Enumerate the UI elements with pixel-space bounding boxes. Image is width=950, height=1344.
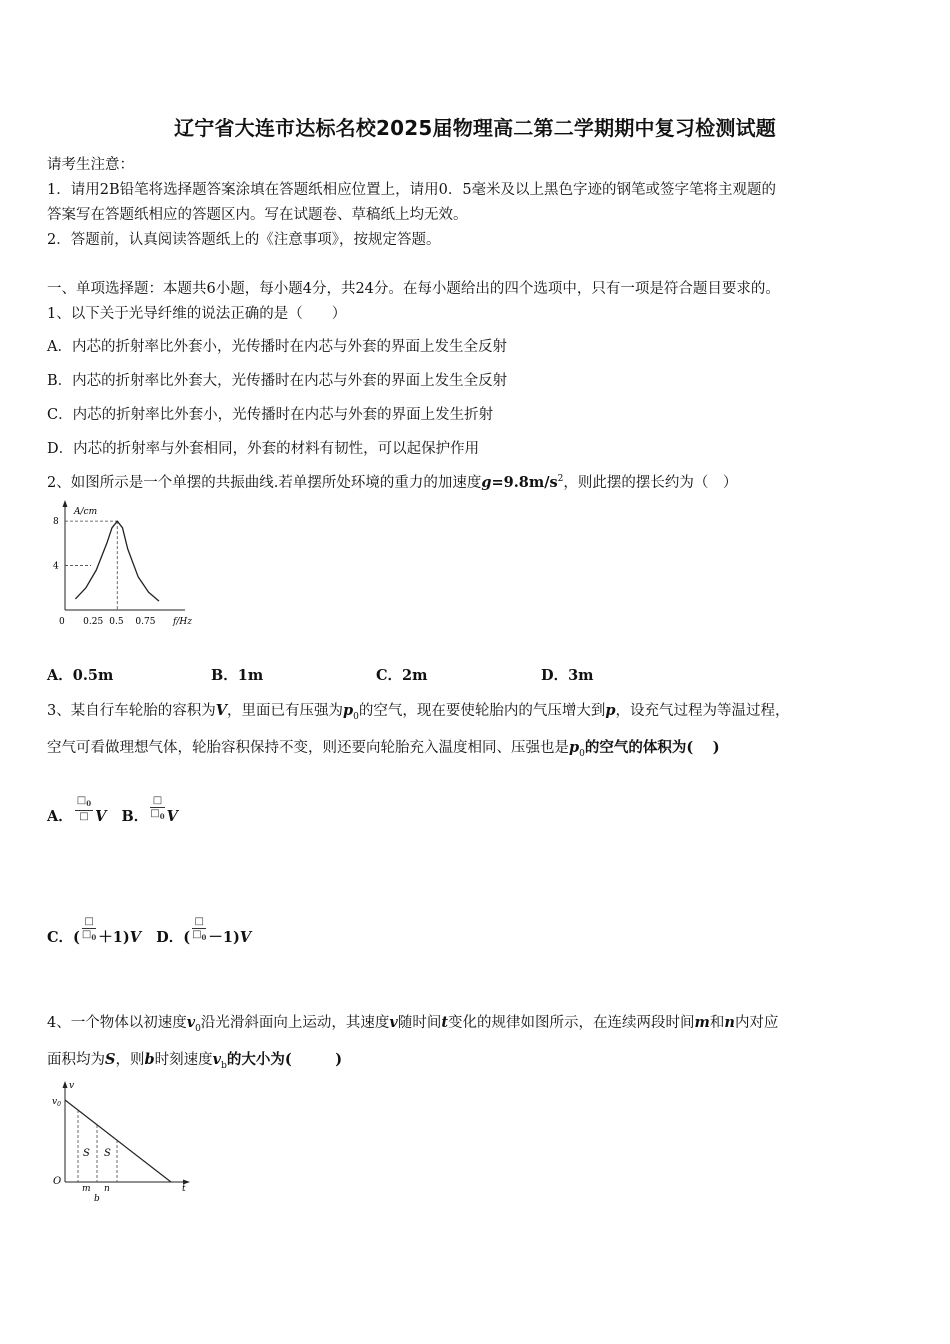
x-tick-label: 0.25 xyxy=(83,617,104,627)
n-label: n xyxy=(104,1184,110,1194)
fraction-p-over-p0-d: $\frac{□}{□_0}$ xyxy=(192,916,207,942)
q2-option-a: A．0.5m xyxy=(47,667,114,684)
fraction-p-over-p0-c: $\frac{□}{□_0}$ xyxy=(81,916,97,942)
q1-option-c: C．内芯的折射率比外套小，光传播时在内芯与外套的界面上发生折射 xyxy=(47,407,494,423)
notice-item-2: 2．答题前，认真阅读答题纸上的《注意事项》，按规定答题。 xyxy=(47,232,441,248)
t-axis-label: t xyxy=(182,1184,186,1194)
y-axis-arrow xyxy=(63,500,68,507)
velocity-time-figure xyxy=(45,1078,195,1206)
fraction-p0-over-p: $\frac{□_0}{□}$ xyxy=(76,795,92,822)
q2-option-c: C．2m xyxy=(376,667,428,684)
q3-option-a: A． $\frac{□_0}{□}$ V B． $\frac{□}{□_0}$ V xyxy=(47,795,178,825)
q3-option-c: C．( $\frac{□}{□_0}$ ＋1)V D．( $\frac{□}{□_0}$ －1)V xyxy=(47,916,252,946)
velocity-line xyxy=(65,1100,171,1182)
x-tick-label: 0.75 xyxy=(135,617,156,627)
notice-item-1b: 答案写在答题纸相应的答题区内。写在试题卷、草稿纸上均无效。 xyxy=(47,207,468,223)
resonance-curve-chart xyxy=(45,500,215,632)
area-s2-label: S xyxy=(104,1148,111,1159)
notice-item-1a: 1．请用2B铅笔将选择题答案涂填在答题纸相应位置上，请用0．5毫米及以上黑色字迹的钢笔或签字笔将主观题的 xyxy=(47,182,777,198)
y-tick-label: 8 xyxy=(53,517,59,528)
v0-label: $v_0$ xyxy=(52,1097,61,1108)
q2-stem: 2、如图所示是一个单摆的共振曲线.若单摆所处环境的重力的加速度$g=9.8m/s^2$，则此摆的摆长约为（ ） xyxy=(47,474,738,491)
section-heading: 一、单项选择题：本题共6小题，每小题4分，共24分。在每小题给出的四个选项中，只有一项是符合题目要求的。 xyxy=(47,281,780,297)
q1-stem: 1、以下关于光导纤维的说法正确的是（ ） xyxy=(47,306,347,322)
q2-option-d: D．3m xyxy=(541,667,594,684)
b-label: b xyxy=(94,1194,100,1204)
x-tick-label: 0.5 xyxy=(109,617,124,627)
x-tick-label: 0 xyxy=(59,617,65,627)
v-axis-arrow xyxy=(63,1081,68,1088)
fraction-p-over-p0: $\frac{□}{□_0}$ xyxy=(150,795,165,821)
m-label: m xyxy=(82,1184,91,1194)
q4-stem-line2: 面积均为S，则b时刻速度$v_b$的大小为( ) xyxy=(47,1051,343,1071)
q4-stem-line1: 4、一个物体以初速度$v_0$沿光滑斜面向上运动，其速度v随时间t变化的规律如图所示，在连续两段时间m和n内对应 xyxy=(47,1014,779,1034)
page-title: 辽宁省大连市达标名校2025届物理高二第二学期期中复习检测试题 xyxy=(174,116,776,140)
x-axis-label: f/Hz xyxy=(173,617,192,627)
q3-stem-line2: 空气可看做理想气体，轮胎容积保持不变，则还要向轮胎充入温度相同、压强也是$p_0$的空气的体积为( ) xyxy=(47,739,720,759)
origin-label: O xyxy=(53,1176,62,1187)
y-axis-label: A/cm xyxy=(74,507,98,517)
v-axis-label: v xyxy=(69,1081,75,1091)
q1-option-b: B．内芯的折射率比外套大，光传播时在内芯与外套的界面上发生全反射 xyxy=(47,373,508,389)
q2-option-b: B．1m xyxy=(211,667,264,684)
area-s1-label: S xyxy=(83,1148,90,1159)
q3-stem-line1: 3、某自行车轮胎的容积为V，里面已有压强为$p_0$的空气，现在要使轮胎内的气压增大到p，设充气过程为等温过程， xyxy=(47,702,790,722)
y-tick-label: 4 xyxy=(53,561,59,572)
q1-option-a: A．内芯的折射率比外套小，光传播时在内芯与外套的界面上发生全反射 xyxy=(47,339,507,355)
notice-heading: 请考生注意： xyxy=(47,157,134,173)
q1-option-d: D．内芯的折射率与外套相同，外套的材料有韧性，可以起保护作用 xyxy=(47,441,480,457)
